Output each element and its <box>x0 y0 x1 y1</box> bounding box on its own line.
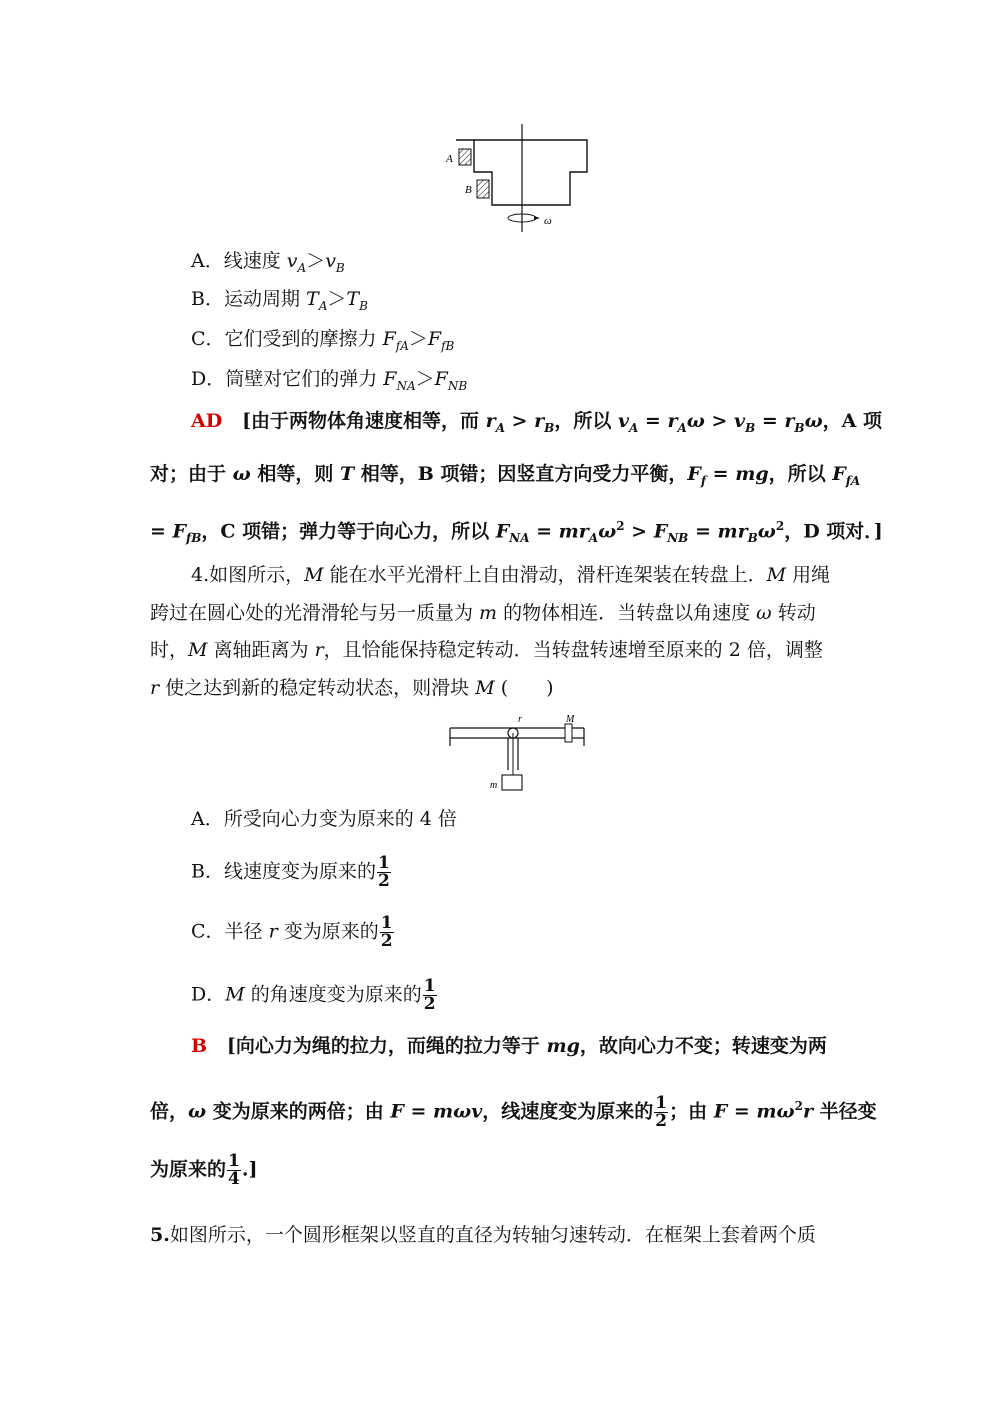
q3-explanation-line3: = $F_{fB}$，C 项错；弹力等于向心力，所以 $F_{NA} = mr_A\omega^2 > F_{NB} = mr_B\omega^2$，D 项对．] <box>150 519 883 546</box>
fraction-half: $\frac{1}{2}$ <box>423 976 436 1014</box>
mass-m <box>502 775 522 790</box>
figure-stepped-cylinder <box>430 120 600 235</box>
block-B <box>477 180 489 198</box>
fraction-half: $\frac{1}{2}$ <box>655 1092 668 1131</box>
block-A <box>459 149 471 165</box>
q4-option-C: C．半径 r 变为原来的 $\frac{1}{2}$ <box>191 913 393 951</box>
q4-option-B: B．线速度变为原来的 $\frac{1}{2}$ <box>191 853 390 891</box>
slider-M <box>565 724 572 742</box>
figure-turntable <box>440 712 590 794</box>
q3-option-D: D．筒壁对它们的弹力 $F_{NA}>F_{NB}$ <box>191 368 468 393</box>
fraction-quarter: $\frac{1}{4}$ <box>228 1151 240 1189</box>
q4-explanation-line3: 为原来的 $\frac{1}{4}$ .] <box>150 1151 258 1189</box>
q4-stem-line4: r 使之达到新的稳定转动状态，则滑块 M ( ) <box>150 677 554 699</box>
q3-option-A: A．线速度 $v_A>v_B$ <box>191 250 345 275</box>
label-M: M <box>566 714 575 725</box>
q3-option-C: C．它们受到的摩擦力 $F_{fA}>F_{fB}$ <box>191 328 455 353</box>
q3-explanation-line2: 对；由于 ω 相等，则 T 相等，B 项错；因竖直方向受力平衡，$F_f$ = mg，所以 $F_{fA}$ <box>150 463 861 488</box>
q4-stem-line2: 跨过在圆心处的光滑滑轮与另一质量为 m 的物体相连．当转盘以角速度 ω 转动 <box>150 602 816 624</box>
q4-answer: B <box>191 1035 208 1057</box>
label-omega: ω <box>544 215 552 227</box>
fraction-half: $\frac{1}{2}$ <box>377 853 390 891</box>
fraction-half: $\frac{1}{2}$ <box>380 913 393 951</box>
label-B: B <box>465 184 472 196</box>
q4-explanation-line2: 倍，ω 变为原来的两倍；由 F = mωv，线速度变为原来的 $\frac{1}{2}$ ；由 $F = m\omega^2r$ 半径变 <box>150 1092 877 1131</box>
q3-answer: AD <box>191 410 223 432</box>
rotation-arrowhead <box>534 216 540 220</box>
q3-option-B: B．运动周期 $T_A>T_B$ <box>191 288 368 313</box>
q5-stem-line1: 5.如图所示，一个圆形框架以竖直的直径为转轴匀速转动．在框架上套着两个质 <box>150 1224 816 1246</box>
label-A: A <box>446 153 453 165</box>
q4-explanation-line1: B [向心力为绳的拉力，而绳的拉力等于 mg，故向心力不变；转速变为两 <box>191 1035 827 1057</box>
label-r: r <box>518 714 522 725</box>
q4-option-A: A．所受向心力变为原来的 4 倍 <box>191 808 457 830</box>
label-m: m <box>490 780 498 791</box>
q4-stem-line1: 4.如图所示，M 能在水平光滑杆上自由滑动，滑杆连架装在转盘上．M 用绳 <box>191 564 831 586</box>
q4-option-D: D．M 的角速度变为原来的 $\frac{1}{2}$ <box>191 976 436 1014</box>
q3-explanation-line1: AD [由于两物体角速度相等，而 $r_A > r_B$，所以 $v_A = r_A\omega > v_B = r_B\omega$，A 项 <box>191 410 883 435</box>
q4-stem-line3: 时，M 离轴距离为 r，且恰能保持稳定转动．当转盘转速增至原来的 2 倍，调整 <box>150 639 823 661</box>
